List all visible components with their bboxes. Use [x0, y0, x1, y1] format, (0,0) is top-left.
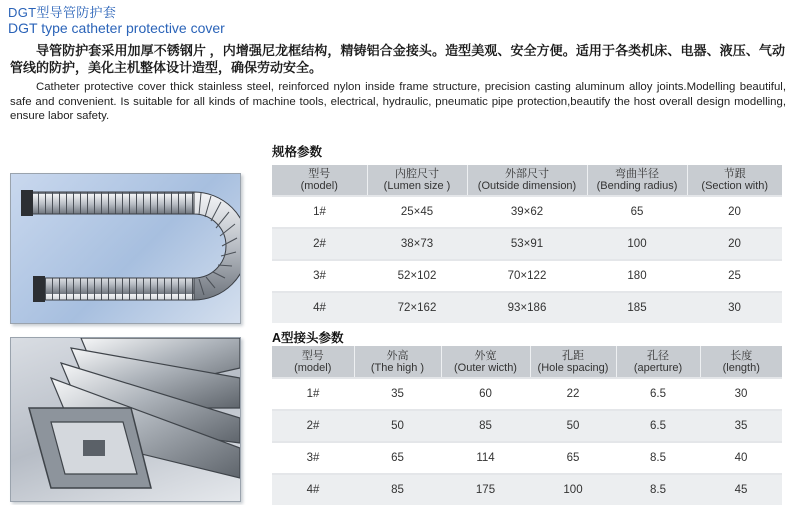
- table-cell: 2#: [272, 228, 367, 260]
- table-cell: 30: [687, 292, 782, 323]
- table-cell: 100: [530, 474, 616, 505]
- joint-col-high: 外高 (The high ): [354, 346, 441, 378]
- table-cell: 30: [700, 378, 782, 410]
- table-cell: 65: [587, 196, 687, 228]
- table-cell: 65: [530, 442, 616, 474]
- joint-col-hole-spacing: 孔距 (Hole spacing): [530, 346, 616, 378]
- table-cell: 20: [687, 228, 782, 260]
- table-cell: 52×102: [367, 260, 467, 292]
- product-photo-closeup: [10, 337, 241, 502]
- table-cell: 180: [587, 260, 687, 292]
- chain-closeup-illustration: [11, 338, 240, 501]
- table-cell: 175: [441, 474, 530, 505]
- table-cell: 4#: [272, 292, 367, 323]
- table-row: [272, 196, 782, 228]
- table-cell: 72×162: [367, 292, 467, 323]
- table-cell: 35: [700, 410, 782, 442]
- table-cell: 53×91: [467, 228, 587, 260]
- table-cell: 2#: [272, 410, 354, 442]
- table-cell: 70×122: [467, 260, 587, 292]
- table-cell: 4#: [272, 474, 354, 505]
- joint-table: [272, 346, 782, 505]
- table-row: [272, 378, 782, 410]
- joint-col-width: 外宽 (Outer wicth): [441, 346, 530, 378]
- table-cell: 39×62: [467, 196, 587, 228]
- product-title-en: DGT type catheter protective cover: [8, 20, 225, 36]
- joint-col-length: 长度 (length): [700, 346, 782, 378]
- table-cell: 6.5: [616, 410, 700, 442]
- table-row: [272, 474, 782, 505]
- cable-chain-illustration: [11, 174, 240, 323]
- table-cell: 45: [700, 474, 782, 505]
- spec-col-bending: 弯曲半径 (Bending radius): [587, 165, 687, 196]
- spec-table-title: 规格参数: [272, 145, 323, 159]
- product-title-cn: DGT型导管防护套: [8, 5, 117, 20]
- table-row: [272, 410, 782, 442]
- description-en: Catheter protective cover thick stainless steel, reinforced nylon inside frame structure, precision casting aluminum alloy joints.Modelling beautiful, safe and convenient. Is suitable for all kinds of machine tools, electrical, hydraulic, pneumatic pipe protection,beautify the host overall design modelling, ensure labor safety.: [10, 81, 786, 122]
- table-row: [272, 292, 782, 323]
- joint-table-title: A型接头参数: [272, 331, 344, 345]
- product-photo-chain: [10, 173, 241, 324]
- spec-table-header: [272, 165, 782, 196]
- table-row: [272, 442, 782, 474]
- table-cell: 85: [441, 410, 530, 442]
- table-cell: 185: [587, 292, 687, 323]
- joint-col-model: 型号 (model): [272, 346, 354, 378]
- spec-table: [272, 165, 782, 323]
- table-cell: 20: [687, 196, 782, 228]
- spec-col-section: 节跟 (Section with): [687, 165, 782, 196]
- table-cell: 1#: [272, 378, 354, 410]
- table-row: [272, 228, 782, 260]
- table-cell: 6.5: [616, 378, 700, 410]
- table-cell: 65: [354, 442, 441, 474]
- description-cn: 导管防护套采用加厚不锈钢片 ，内增强尼龙框结构，精铸铝合金接头。造型美观、安全方便。适用于各类机床、电器、液压、气动管线的防护，美化主机整体设计造型，确保劳动安全。: [10, 43, 785, 75]
- spec-col-lumen: 内腔尺寸 (Lumen size ): [367, 165, 467, 196]
- spec-col-outside: 外部尺寸 (Outside dimension): [467, 165, 587, 196]
- joint-table-header: [272, 346, 782, 378]
- table-cell: 22: [530, 378, 616, 410]
- table-cell: 100: [587, 228, 687, 260]
- table-cell: 60: [441, 378, 530, 410]
- table-cell: 25: [687, 260, 782, 292]
- table-cell: 1#: [272, 196, 367, 228]
- table-cell: 8.5: [616, 474, 700, 505]
- spec-col-model: 型号 (model): [272, 165, 367, 196]
- table-cell: 38×73: [367, 228, 467, 260]
- table-cell: 25×45: [367, 196, 467, 228]
- table-cell: 8.5: [616, 442, 700, 474]
- table-cell: 50: [354, 410, 441, 442]
- joint-col-aperture: 孔径 (aperture): [616, 346, 700, 378]
- table-cell: 3#: [272, 260, 367, 292]
- table-cell: 3#: [272, 442, 354, 474]
- table-cell: 85: [354, 474, 441, 505]
- table-cell: 40: [700, 442, 782, 474]
- table-cell: 114: [441, 442, 530, 474]
- table-cell: 93×186: [467, 292, 587, 323]
- table-cell: 35: [354, 378, 441, 410]
- table-cell: 50: [530, 410, 616, 442]
- table-row: [272, 260, 782, 292]
